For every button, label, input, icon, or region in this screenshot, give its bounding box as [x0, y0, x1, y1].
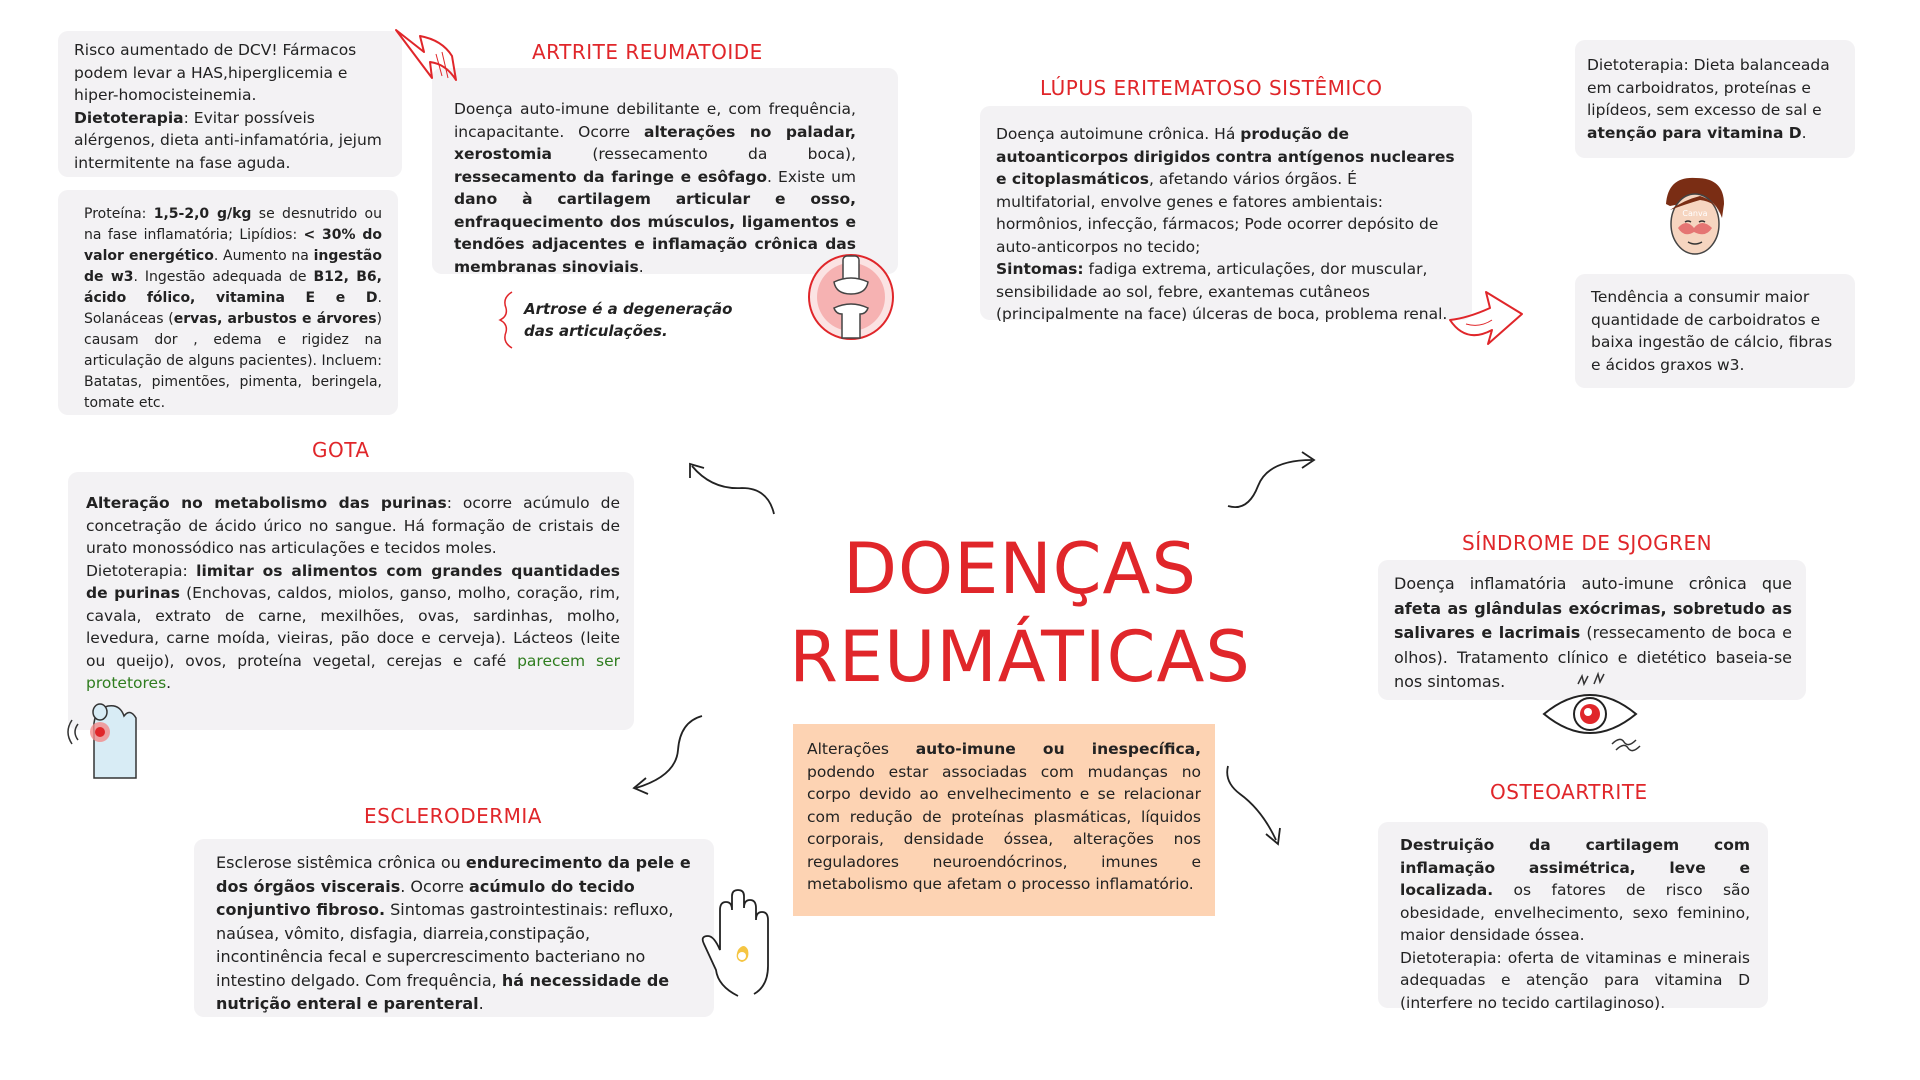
- artrite-desc-bold-1: alterações no paladar, xerostomia: [454, 122, 856, 163]
- arrow-to-artrite: [682, 456, 782, 526]
- protein-text-3: . Aumento na: [213, 248, 314, 264]
- lupus-desc-2: , afetando vários órgãos. É multifatorial, envolve genes e fatores ambientais: hormônios, infecção, fármacos; Pode ocorrer depósito de auto-anticorpos no tecido;: [996, 170, 1439, 256]
- main-title: [760, 525, 1280, 701]
- lupus-tendency-text: Tendência a consumir maior quantidade de carboidratos e baixa ingestão de cálcio, fibras e ácidos graxos w3.: [1591, 288, 1833, 374]
- artrite-risk-card: [58, 31, 402, 177]
- gota-desc-bold-2: limitar os alimentos com grandes quantidades de purinas: [86, 561, 620, 602]
- gota-desc-bold-1: Alteração no metabolismo das purinas: [86, 494, 447, 512]
- lupus-symptoms-label: Sintomas:: [996, 260, 1084, 278]
- escl-desc-2: . Ocorre: [400, 876, 470, 896]
- gota-desc-card: [68, 472, 634, 730]
- artrite-desc-bold-2: ressecamento da faringe e esôfago: [454, 167, 767, 186]
- center-text-1: Alterações: [807, 740, 916, 758]
- lupus-diet-card: [1575, 40, 1855, 158]
- lupus-desc-1: Doença autoimune crônica. Há: [996, 125, 1241, 143]
- knee-joint-icon: [806, 252, 896, 342]
- center-summary-box: [793, 724, 1215, 916]
- protein-text-4: . Ingestão adequada de: [133, 269, 314, 285]
- gota-desc-1: : ocorre acúmulo de concetração de ácido úrico no sangue. Há formação de cristais de urato monossódico nas articulações e tecidos moles.: [86, 494, 621, 557]
- center-text-bold: auto-imune ou inespecífica,: [915, 740, 1201, 758]
- hand-icon: [698, 890, 778, 1000]
- center-text-2: podendo estar associadas com mudanças no corpo devido ao envelhecimento e se relacionar com redução de proteínas plasmáticas, líquidos corporais, densidade óssea, alterações nos reguladores neuroendócrinos, imunes e metabolismo que afetam o processo inflamatório.: [807, 762, 1201, 893]
- sjogren-desc-bold: afeta as glândulas exócrimas, sobretudo as salivares e lacrimais: [1394, 598, 1792, 642]
- gota-desc-green: parecem ser protetores: [86, 651, 620, 692]
- lupus-tendency-card: [1575, 274, 1855, 388]
- sjogren-desc-1: Doença inflamatória auto-imune crônica que: [1394, 574, 1792, 593]
- artrite-desc-bold-3: dano à cartilagem articular e osso, enfraquecimento dos músculos, ligamentos e tendões adjacentes e inflamação crônica das membranas sinoviais: [454, 190, 856, 276]
- note-bracket-icon: [498, 290, 518, 350]
- escl-desc-bold-1: endurecimento da pele e dos órgãos viscerais: [216, 853, 691, 896]
- lupus-title: LÚPUS ERITEMATOSO SISTÊMICO: [1040, 76, 1383, 100]
- protein-text-1: Proteína:: [84, 206, 154, 222]
- lupus-desc-card: [980, 106, 1472, 323]
- artrite-desc-3: . Existe um: [767, 167, 857, 186]
- escl-desc-1: Esclerose sistêmica crônica ou: [216, 853, 466, 872]
- osteoartrite-title: OSTEOARTRITE: [1490, 780, 1648, 804]
- artrite-desc-1: Doença auto-imune debilitante e, com frequência, incapacitante. Ocorre: [454, 100, 856, 141]
- gota-desc-2: Dietoterapia:: [86, 561, 197, 580]
- lupus-diet-bold: atenção para vitamina D: [1587, 123, 1802, 142]
- gota-title: GOTA: [312, 438, 370, 462]
- curved-arrow-icon-lupus: [1446, 284, 1526, 344]
- escl-desc-4: .: [478, 994, 484, 1013]
- sjogren-desc-2: (ressecamento de boca e olhos). Tratamento clínico e dietético baseia-se nos sintomas.: [1394, 623, 1792, 691]
- artrose-note: Artrose é a degeneração das articulações.: [524, 300, 733, 340]
- escl-desc-bold-3: há necessidade de nutrição enteral e parenteral: [216, 970, 670, 1013]
- artrite-desc-card: [432, 68, 898, 274]
- lupus-diet-2: .: [1801, 123, 1807, 142]
- lupus-desc-3: fadiga extrema, articulações, dor muscular, sensibilidade ao sol, febre, exantemas cutâneos (principalmente na face) úlceras de boca, problema renal.: [996, 260, 1448, 323]
- face-label: Canva: [1682, 209, 1708, 218]
- protein-bold-1: 1,5-2,0 g/kg: [153, 206, 252, 222]
- osteo-desc-bold: Destruição da cartilagem com inflamação assimétrica, leve e localizada.: [1400, 836, 1750, 899]
- esclerodermia-desc-card: [194, 839, 714, 1017]
- artrite-protein-card: [58, 190, 398, 415]
- gota-desc-3: (Enchovas, caldos, miolos, ganso, molho, coração, rim, cavala, extrato de carne, mexilhões, ovas, sardinhas, molho, levedura, carne moída, vieiras, pão doce e cerveja). Lácteos (leite ou queijo), ovos, proteína vegetal, cerejas e café: [86, 584, 620, 670]
- osteoartrite-desc-card: [1378, 822, 1768, 1012]
- artrite-desc-2: (ressecamento da boca),: [552, 145, 856, 163]
- main-title-line2: REUMÁTICAS: [789, 616, 1251, 698]
- esclerodermia-title: ESCLERODERMIA: [364, 804, 542, 828]
- artrite-risk-diet-label: Dietoterapia: [74, 108, 184, 127]
- osteo-desc-2: Dietoterapia: oferta de vitaminas e minerais adequadas e atenção para vitamina D (interfere no tecido cartilaginoso).: [1400, 948, 1750, 1012]
- artrite-risk-text: Risco aumentado de DCV! Fármacos podem levar a HAS,hiperglicemia e hiper-homocisteinemia.: [74, 41, 357, 104]
- artrite-risk-diet-text: : Evitar possíveis alérgenos, dieta anti-infamatória, jejum intermitente na fase aguda.: [74, 108, 382, 172]
- lupus-desc-bold-1: produção de autoanticorpos dirigidos contra antígenos nucleares e citoplasmáticos: [996, 125, 1455, 188]
- gota-desc-4: .: [166, 674, 172, 692]
- gout-foot-icon: [64, 692, 144, 782]
- escl-desc-3: Sintomas gastrointestinais: refluxo, naúsea, vômito, disfagia, diarreia,constipação, incontinência fecal e supercrescimento bacteriano no intestino delgado. Com frequência,: [216, 900, 674, 990]
- butterfly-rash-face-icon: [1660, 174, 1730, 264]
- osteo-desc-1: os fatores de risco são obesidade, envelhecimento, sexo feminino, maior densidade óssea.: [1400, 881, 1750, 944]
- dry-eye-icon: [1540, 670, 1650, 750]
- arrow-to-osteoartrite: [1222, 760, 1302, 850]
- protein-text-2: se desnutrido ou na fase inflamatória; Lipídios:: [84, 206, 382, 243]
- curved-arrow-icon-top: [390, 22, 460, 82]
- sjogren-title: SÍNDROME DE SJOGREN: [1462, 531, 1713, 555]
- main-title-line1: DOENÇAS: [843, 528, 1197, 610]
- protein-text-6: ) causam dor , edema e rigidez na articulação de alguns pacientes). Incluem: Batatas, pimentões, pimenta, beringela, tomate etc.: [84, 311, 382, 411]
- protein-bold-4: B12, B6, ácido fólico, vitamina E e D: [84, 269, 382, 306]
- protein-text-5: . Solanáceas (: [84, 290, 382, 327]
- lupus-diet-1: Dietoterapia: Dieta balanceada em carboidratos, proteínas e lipídeos, sem excesso de sal e: [1587, 56, 1830, 119]
- arrow-to-lupus: [1224, 446, 1324, 516]
- arrow-to-esclerodermia: [630, 710, 720, 800]
- escl-desc-bold-2: acúmulo do tecido conjuntivo fibroso.: [216, 876, 635, 919]
- protein-bold-3: ingestão de w3: [84, 248, 382, 285]
- protein-bold-2: < 30% do valor energético: [84, 227, 382, 264]
- artrite-title: ARTRITE REUMATOIDE: [532, 40, 763, 64]
- artrite-desc-4: .: [638, 257, 644, 276]
- protein-bold-5: ervas, arbustos e árvores: [173, 311, 377, 327]
